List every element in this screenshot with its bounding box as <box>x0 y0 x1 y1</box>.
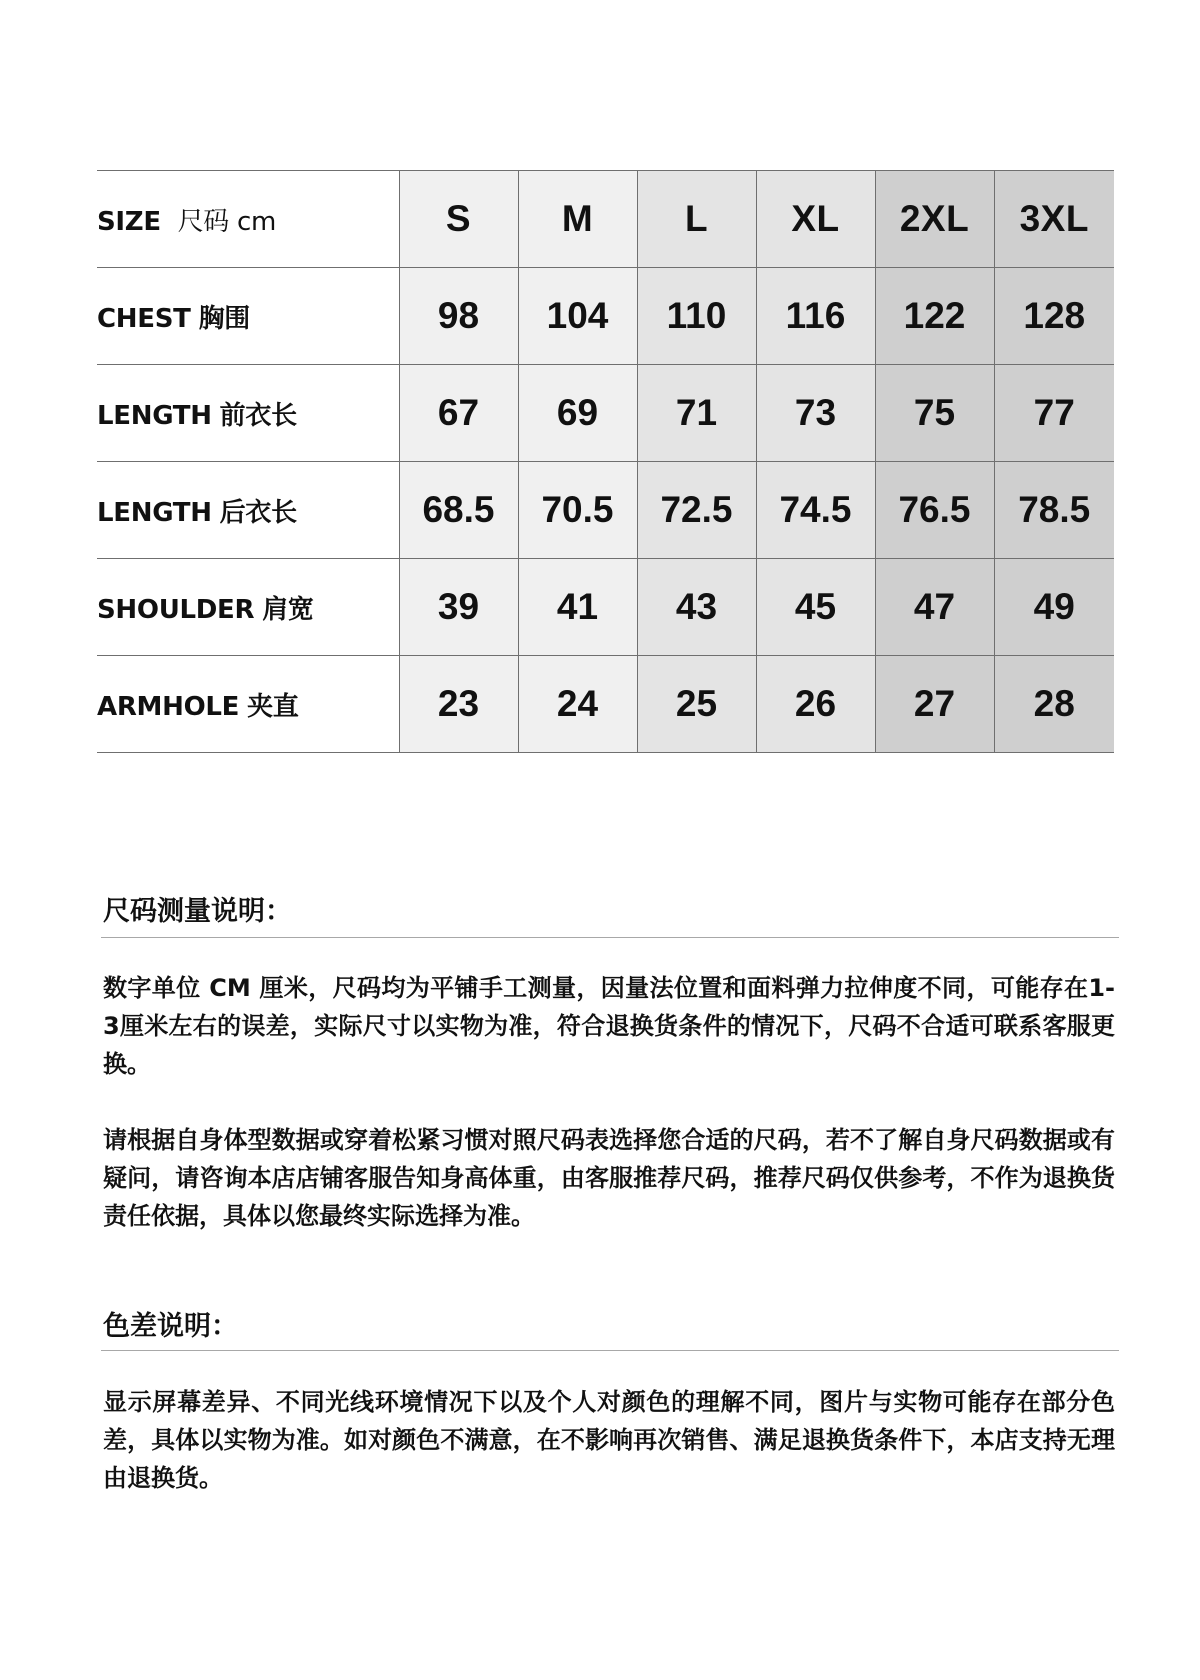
table-cell: 70.5 <box>518 462 637 559</box>
table-cell: 47 <box>875 559 994 656</box>
size-header-label-cn: 尺码 <box>177 206 229 237</box>
row-label-shoulder <box>97 559 399 656</box>
measurement-notes-title: 尺码测量说明： <box>103 896 292 927</box>
size-header-label <box>97 171 399 268</box>
table-cell: 71 <box>637 365 756 462</box>
table-cell: 98 <box>399 268 518 365</box>
size-header-xl: XL <box>756 171 875 268</box>
table-cell: 24 <box>518 656 637 753</box>
row-label-en: LENGTH <box>97 497 212 528</box>
table-cell: 26 <box>756 656 875 753</box>
table-cell: 73 <box>756 365 875 462</box>
table-cell: 128 <box>994 268 1114 365</box>
row-label-cn: 胸围 <box>198 303 250 334</box>
table-cell: 122 <box>875 268 994 365</box>
row-label-back-length <box>97 462 399 559</box>
size-header-s: S <box>399 171 518 268</box>
table-cell: 43 <box>637 559 756 656</box>
table-row <box>97 462 1114 559</box>
measurement-notes-paragraph-2: 请根据自身体型数据或穿着松紧习惯对照尺码表选择您合适的尺码，若不了解自身尺码数据或有疑问，请咨询本店店铺客服告知身高体重，由客服推荐尺码，推荐尺码仅供参考，不作为退换货责任依据，具体以您最终实际选择为准。 <box>103 1126 1115 1230</box>
row-label-cn: 后衣长 <box>219 497 297 528</box>
table-cell: 110 <box>637 268 756 365</box>
measurement-notes-paragraph-1: 数字单位 CM 厘米，尺码均为平铺手工测量，因量法位置和面料弹力拉伸度不同，可能存在1-3厘米左右的误差，实际尺寸以实物为准，符合退换货条件的情况下，尺码不合适可联系客服更换。 <box>103 974 1115 1078</box>
table-cell: 27 <box>875 656 994 753</box>
table-cell: 76.5 <box>875 462 994 559</box>
table-cell: 28 <box>994 656 1114 753</box>
table-row <box>97 559 1114 656</box>
measurement-notes-divider <box>101 937 1119 938</box>
color-notes-paragraph: 显示屏幕差异、不同光线环境情况下以及个人对颜色的理解不同，图片与实物可能存在部分色差，具体以实物为准。如对颜色不满意，在不影响再次销售、满足退换货条件下，本店支持无理由退换货。 <box>103 1388 1115 1492</box>
row-label-en: LENGTH <box>97 400 212 431</box>
table-cell: 77 <box>994 365 1114 462</box>
table-cell: 39 <box>399 559 518 656</box>
table-cell: 78.5 <box>994 462 1114 559</box>
row-label-cn: 肩宽 <box>262 594 314 625</box>
table-row <box>97 656 1114 753</box>
row-label-cn: 前衣长 <box>219 400 297 431</box>
row-label-en: SHOULDER <box>97 594 255 625</box>
table-cell: 69 <box>518 365 637 462</box>
row-label-en: ARMHOLE <box>97 691 240 722</box>
row-label-front-length <box>97 365 399 462</box>
size-header-label-en: SIZE <box>97 206 161 237</box>
size-header-unit: cm <box>237 206 277 237</box>
size-header-2xl: 2XL <box>875 171 994 268</box>
table-cell: 72.5 <box>637 462 756 559</box>
size-header-l: L <box>637 171 756 268</box>
table-cell: 116 <box>756 268 875 365</box>
row-label-armhole <box>97 656 399 753</box>
table-cell: 67 <box>399 365 518 462</box>
table-cell: 104 <box>518 268 637 365</box>
table-row <box>97 365 1114 462</box>
color-notes-divider <box>101 1350 1119 1351</box>
table-cell: 68.5 <box>399 462 518 559</box>
table-cell: 23 <box>399 656 518 753</box>
row-label-en: CHEST <box>97 303 191 334</box>
row-label-chest <box>97 268 399 365</box>
size-header-3xl: 3XL <box>994 171 1114 268</box>
table-cell: 49 <box>994 559 1114 656</box>
table-cell: 45 <box>756 559 875 656</box>
size-chart-table <box>97 170 1114 753</box>
table-cell: 25 <box>637 656 756 753</box>
table-cell: 74.5 <box>756 462 875 559</box>
color-notes-title: 色差说明： <box>103 1311 238 1342</box>
size-header-m: M <box>518 171 637 268</box>
size-header-row <box>97 171 1114 268</box>
table-row <box>97 268 1114 365</box>
row-label-cn: 夹直 <box>247 691 299 722</box>
table-cell: 75 <box>875 365 994 462</box>
table-cell: 41 <box>518 559 637 656</box>
